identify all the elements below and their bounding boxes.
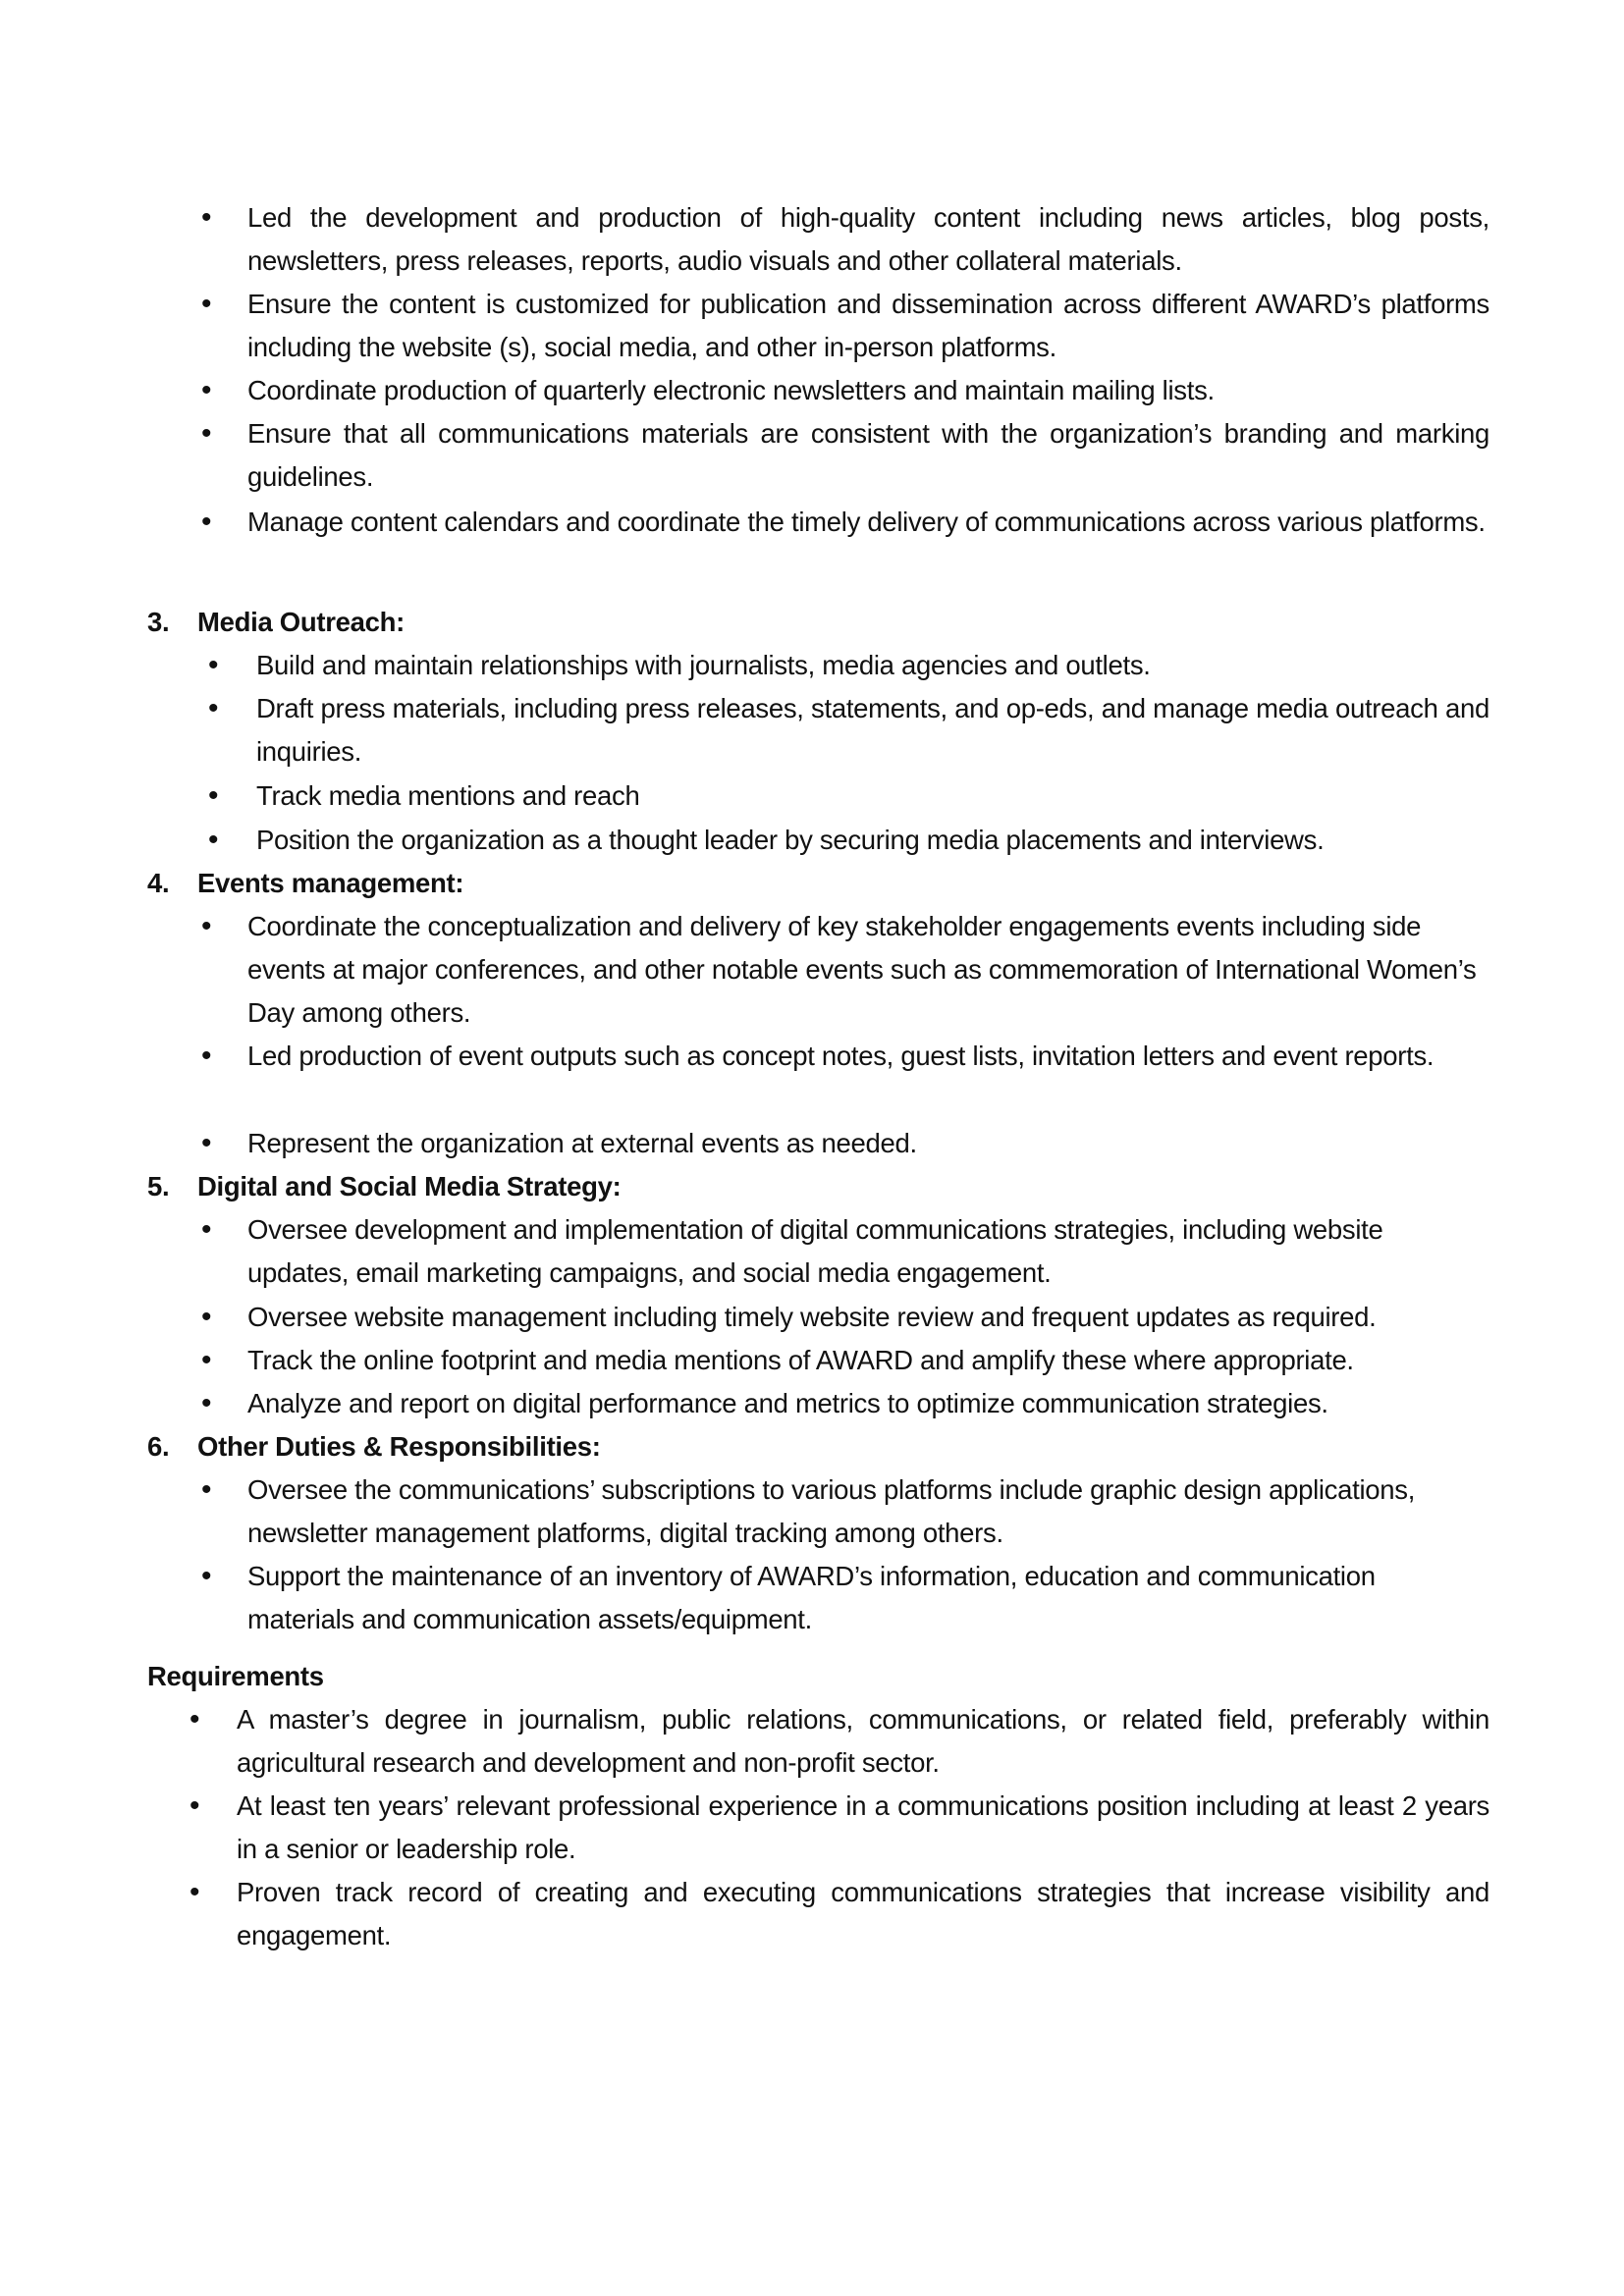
section-number: 4. (147, 868, 170, 898)
bullet-marker: • (208, 824, 219, 856)
list-item: Coordinate the conceptualization and delivery of key stakeholder engagements events including side events at major conferences, and other notable events such as commemoration of International Women’s Day among others. (247, 911, 1477, 1028)
list-item: Support the maintenance of an inventory of AWARD’s information, education and communication materials and communication assets/equipment. (247, 1561, 1376, 1634)
bullet-marker: • (208, 779, 219, 812)
list-item: Build and maintain relationships with journalists, media agencies and outlets. (256, 650, 1151, 680)
list-item: Track media mentions and reach (256, 780, 640, 811)
bullet-marker: • (201, 506, 212, 538)
list-item: Draft press materials, including press releases, statements, and op-eds, and manage media outreach and inquiries. (256, 693, 1489, 767)
bullet-marker: • (201, 1127, 212, 1159)
bullet-marker: • (201, 1473, 212, 1506)
section-heading: Events management: (197, 868, 464, 898)
list-item: Manage content calendars and coordinate the timely delivery of communications across various platforms. (247, 507, 1486, 537)
section-number: 3. (147, 607, 170, 637)
bullet-marker: • (201, 1387, 212, 1419)
bullet-marker: • (208, 692, 219, 724)
bullet-marker: • (201, 201, 212, 234)
bullet-marker: • (201, 1301, 212, 1333)
bullet-marker: • (201, 288, 212, 320)
list-item: Coordinate production of quarterly electronic newsletters and maintain mailing lists. (247, 375, 1215, 405)
bullet-marker: • (201, 374, 212, 406)
list-item: Oversee the communications’ subscriptions to various platforms include graphic design applications, newsletter management platforms, digital tracking among others. (247, 1474, 1416, 1548)
bullet-marker: • (201, 910, 212, 942)
list-item: Ensure the content is customized for publication and dissemination across different AWARD’s platforms including the website (s), social media, and other in-person platforms. (247, 289, 1489, 362)
bullet-marker: • (201, 1040, 212, 1072)
list-item: Represent the organization at external events as needed. (247, 1128, 917, 1158)
bullet-marker: • (201, 1344, 212, 1376)
list-item: Ensure that all communications materials are consistent with the organization’s branding and marking guidelines. (247, 418, 1489, 492)
list-item: A master’s degree in journalism, public relations, communications, or related field, preferably within agricultural research and development and non-profit sector. (237, 1704, 1489, 1778)
bullet-marker: • (201, 1560, 212, 1592)
bullet-marker: • (189, 1876, 200, 1908)
section-heading: Other Duties & Responsibilities: (197, 1431, 601, 1462)
bullet-marker: • (189, 1789, 200, 1822)
bullet-marker: • (201, 1213, 212, 1246)
requirements-heading: Requirements (147, 1661, 324, 1691)
section-number: 6. (147, 1431, 170, 1462)
list-item: Oversee website management including timely website review and frequent updates as required. (247, 1302, 1377, 1332)
list-item: Oversee development and implementation of digital communications strategies, including website updates, email marketing campaigns, and social media engagement. (247, 1214, 1383, 1288)
list-item: Position the organization as a thought leader by securing media placements and interviews. (256, 825, 1325, 855)
list-item: Led production of event outputs such as concept notes, guest lists, invitation letters and event reports. (247, 1041, 1435, 1071)
section-heading: Media Outreach: (197, 607, 405, 637)
section-number: 5. (147, 1171, 170, 1201)
list-item: Analyze and report on digital performance and metrics to optimize communication strategies. (247, 1388, 1328, 1418)
list-item: Track the online footprint and media mentions of AWARD and amplify these where appropriate. (247, 1345, 1354, 1375)
section-heading: Digital and Social Media Strategy: (197, 1171, 622, 1201)
bullet-marker: • (201, 417, 212, 450)
list-item: At least ten years’ relevant professional experience in a communications position including at least 2 years in a senior or leadership role. (237, 1790, 1489, 1864)
list-item: Led the development and production of high-quality content including news articles, blog posts, newsletters, press releases, reports, audio visuals and other collateral materials. (247, 202, 1489, 276)
list-item: Proven track record of creating and executing communications strategies that increase visibility and engagement. (237, 1877, 1489, 1950)
bullet-marker: • (189, 1703, 200, 1735)
bullet-marker: • (208, 649, 219, 681)
